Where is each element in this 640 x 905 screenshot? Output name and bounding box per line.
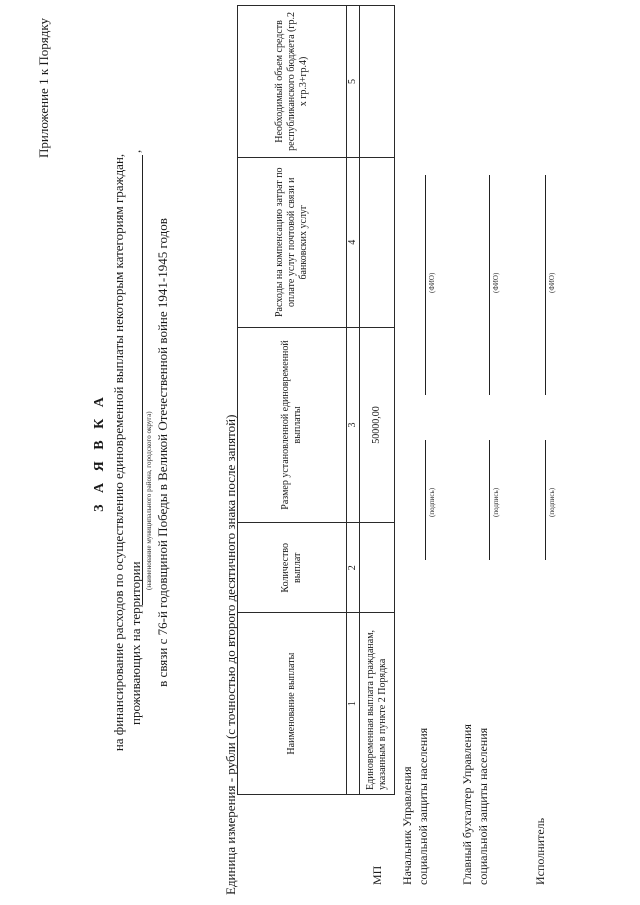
signatory-1-name-hint: (ФИО): [428, 272, 436, 293]
subtitle-line-2: проживающих на территории: [128, 561, 143, 725]
header-cell: Размер установленной единовременной выплаты: [238, 327, 347, 523]
header-cell: Количество выплат: [238, 523, 347, 613]
column-number-cell: 1: [347, 613, 360, 795]
units-note: Единица измерения - рубли (с точностью до второго десятичного знака после запятой): [223, 414, 238, 895]
territory-comma: ,: [128, 149, 143, 153]
signatory-2-role: Главный бухгалтер Управления: [460, 724, 474, 885]
table-column-numbers-row: [347, 6, 360, 795]
signatory-3-signature-hint: (подпись): [548, 487, 556, 517]
annex-note: Приложение 1 к Порядку: [36, 18, 51, 158]
signatory-1-role: Начальник Управления: [400, 766, 414, 885]
signatory-2-department: социальной защиты населения: [476, 727, 490, 885]
header-cell: Необходимый объем средств республиканского бюджета (гр.2 х гр.3+гр.4): [238, 6, 347, 158]
subtitle-line-1: на финансирование расходов по осуществлению единовременной выплаты некоторым категориям граждан,: [111, 153, 126, 752]
signatory-1-signature-hint: (подпись): [428, 487, 436, 517]
signatory-3-role: Исполнитель: [533, 817, 547, 885]
payment-compensation-cell: [360, 157, 395, 327]
column-number-cell: 4: [347, 157, 360, 327]
payment-amount-cell: 50000,00: [360, 327, 395, 523]
territory-fill-line: [142, 155, 143, 605]
table-header-row: [238, 6, 347, 795]
payment-table: [237, 5, 395, 795]
column-number-cell: 3: [347, 327, 360, 523]
signatory-1-signature-line: [425, 440, 426, 560]
territory-hint: (наименование муниципального района, городского округа): [145, 411, 153, 590]
signatory-2-signature-hint: (подпись): [492, 487, 500, 517]
signatory-2-signature-line: [489, 440, 490, 560]
header-cell: Расходы на компенсацию затрат по оплате услуг почтовой связи и банковских услуг: [238, 157, 347, 327]
column-number-cell: 5: [347, 6, 360, 158]
signatory-3-name-hint: (ФИО): [548, 272, 556, 293]
payment-total-cell: [360, 6, 395, 158]
signatory-3-name-line: [545, 175, 546, 395]
document-title: З А Я В К А: [92, 393, 107, 512]
table-row: [360, 6, 395, 795]
signatory-1-department: социальной защиты населения: [416, 727, 430, 885]
signatory-1-name-line: [425, 175, 426, 395]
header-cell: Наименование выплаты: [238, 613, 347, 795]
stamp-place-mark: МП: [370, 865, 384, 885]
subtitle-line-3: в связи с 76-й годовщиной Победы в Великой Отечественной войне 1941-1945 годов: [155, 218, 170, 687]
column-number-cell: 2: [347, 523, 360, 613]
signatory-2-name-hint: (ФИО): [492, 272, 500, 293]
payment-name-cell: Единовременная выплата гражданам, указанным в пункте 2 Порядка: [360, 613, 395, 795]
payment-count-cell: [360, 523, 395, 613]
signatory-2-name-line: [489, 175, 490, 395]
signatory-3-signature-line: [545, 440, 546, 560]
